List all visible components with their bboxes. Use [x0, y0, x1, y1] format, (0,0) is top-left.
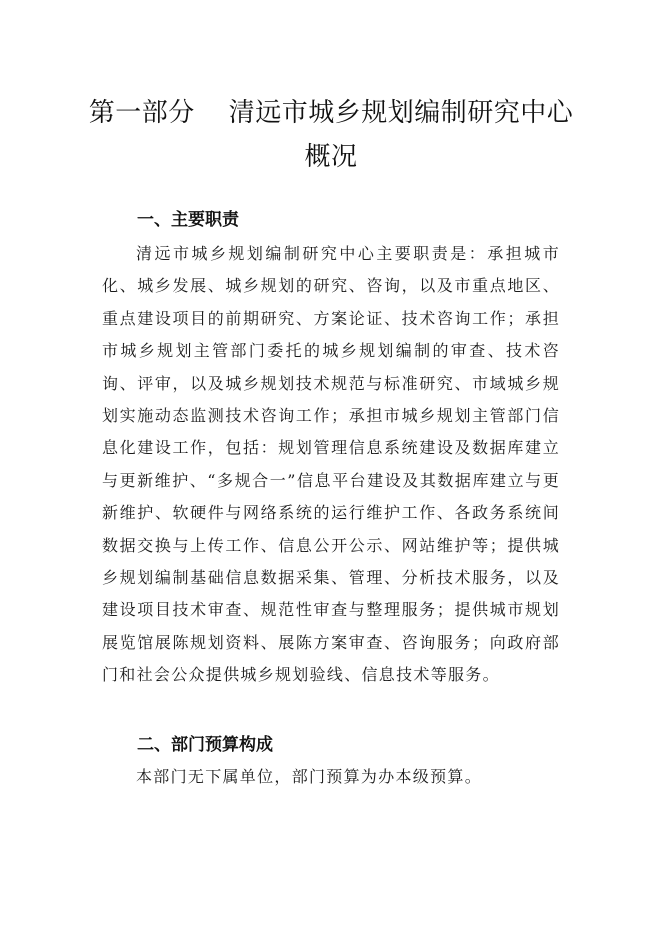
- title-part-label: 第一部分: [88, 98, 195, 128]
- section-heading-responsibilities: 一、主要职责: [137, 210, 239, 230]
- page-title-line2: 概况: [304, 142, 358, 172]
- section-heading-budget-composition: 二、部门预算构成: [137, 735, 273, 755]
- section-body-budget-composition: 本部门无下属单位，部门预算为办本级预算。: [136, 767, 483, 786]
- title-organization-name: 清远市城乡规划编制研究中心: [228, 98, 574, 128]
- section-body-responsibilities: 清远市城乡规划编制研究中心主要职责是：承担城市化、城乡发展、城乡规划的研究、咨询，以及市重点地区、重点建设项目的前期研究、方案论证、技术咨询工作；承担市城乡规划主管部门委托的城乡规划编制的审查、技术咨询、评审，以及城乡规划技术规范与标准研究、市域城乡规划实施动态监测技术咨询工作；承担市城乡规划主管部门信息化建设工作，包括：规划管理信息系统建设及数据库建立与更新维护、“多规合一”信息平台建设及其数据库建立与更新维护、软硬件与网络系统的运行维护工作、各政务系统间数据交换与上传工作、信息公开公示、网站维护等；提供城乡规划编制基础信息数据采集、管理、分析技术服务，以及建设项目技术审查、规范性审查与整理服务；提供城市规划展览馆展陈规划资料、展陈方案审查、咨询服务；向政府部门和社会公众提供城乡规划验线、信息技术等服务。: [102, 244, 560, 685]
- page-title: [60, 92, 602, 129]
